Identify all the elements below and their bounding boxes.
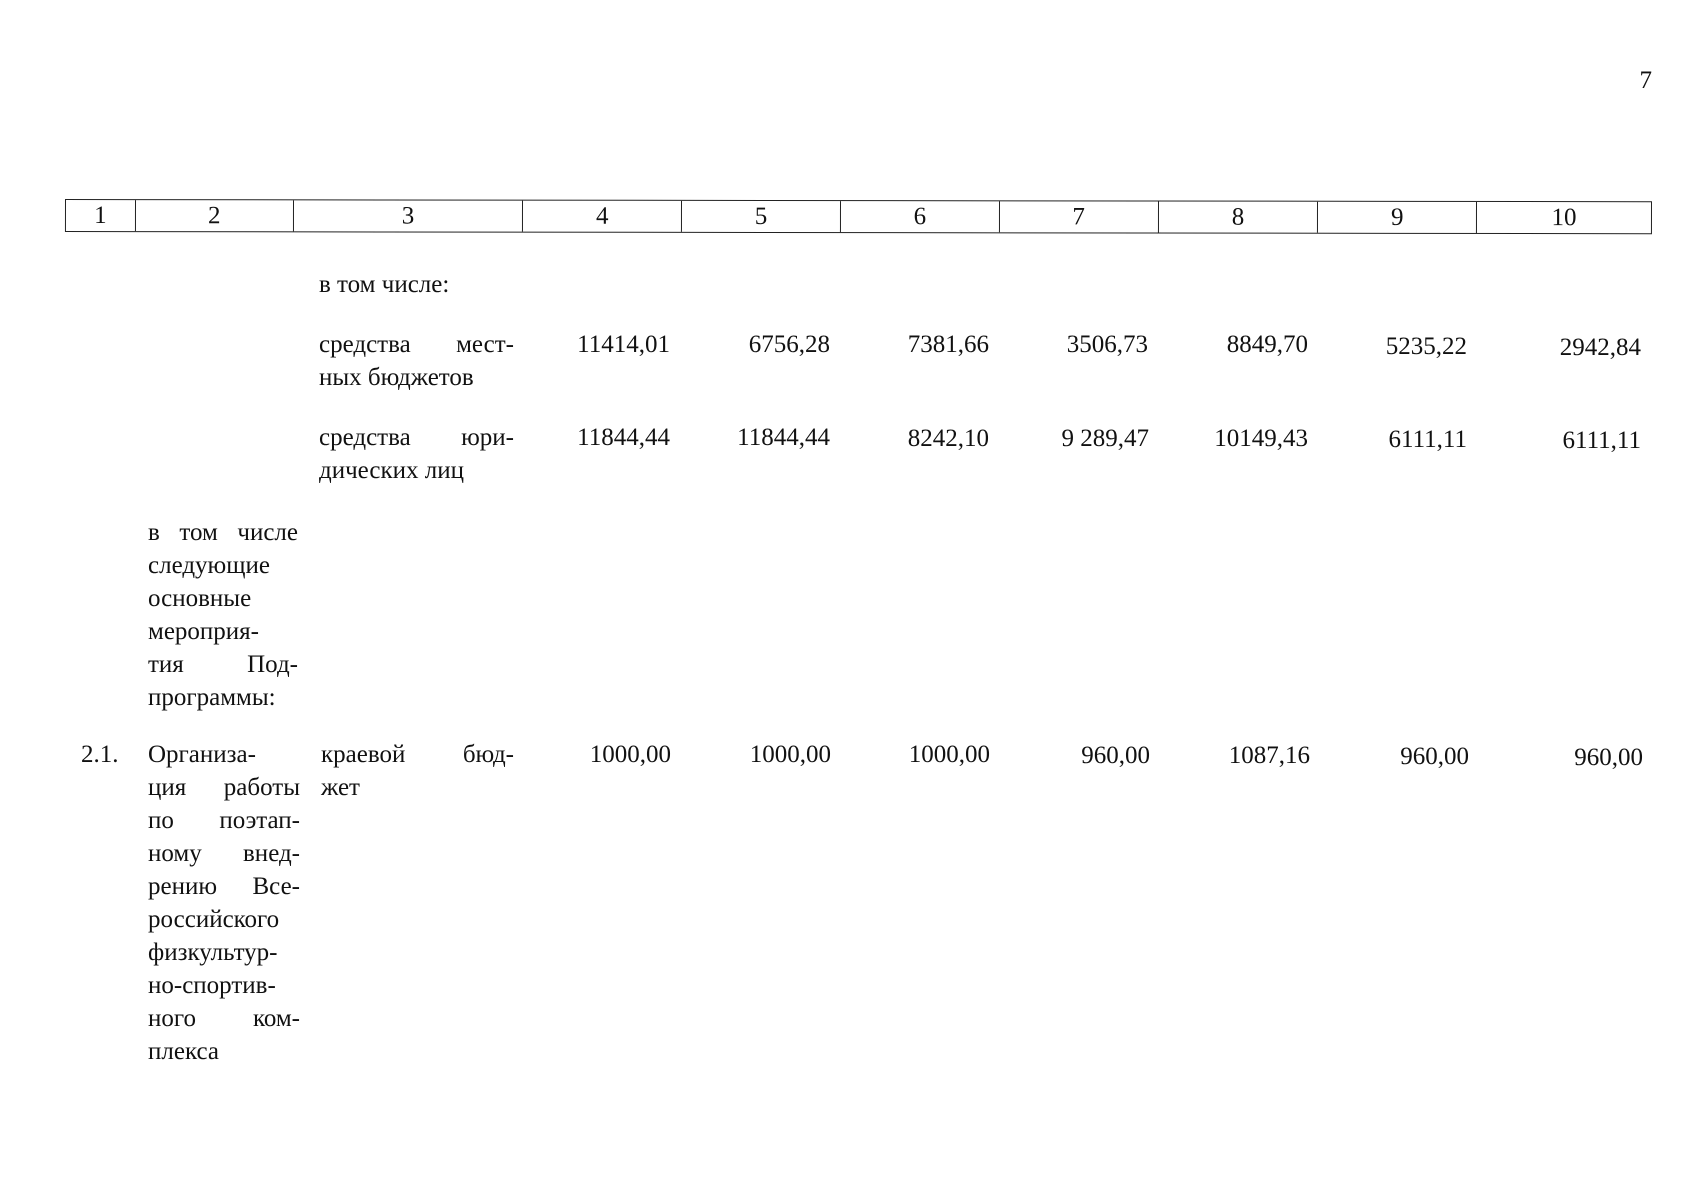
row-1-col-5: 6756,28 [748, 331, 830, 358]
section-label [319, 268, 514, 301]
activity-number: 2.1. [81, 741, 119, 768]
row-1-col-8: 8849,70 [1226, 331, 1308, 358]
row-2-col-8: 10149,43 [1214, 425, 1308, 452]
activity-name-line-2: ция работы [148, 774, 300, 801]
subheading-line-3: основные [148, 585, 252, 612]
row-1-source-line-2: ных бюджетов [319, 364, 474, 391]
activity-col-10: 960,00 [1574, 744, 1643, 771]
subheading-line-4: мероприя- [148, 618, 259, 645]
row-1-source-line-1: средства мест- [319, 331, 514, 358]
row-1-col-6: 7381,66 [907, 331, 989, 358]
activity-col-8: 1087,16 [1228, 742, 1310, 769]
section-label-text: в том числе: [319, 271, 450, 298]
subheading [148, 516, 298, 714]
activity-name-line-1: Организа- [148, 741, 256, 768]
activity-col-6: 1000,00 [908, 741, 990, 768]
activity-source [321, 738, 514, 804]
row-2-source [319, 421, 514, 487]
activity-name-line-5: рению Все- [148, 873, 300, 900]
header-col-10: 10 [1551, 204, 1577, 232]
header-col-2: 2 [136, 200, 294, 231]
row-1-col-9: 5235,22 [1385, 333, 1467, 360]
header-col-5: 5 [682, 201, 841, 232]
activity-col-4: 1000,00 [589, 741, 671, 768]
subheading-line-6: программы: [148, 684, 276, 711]
row-2-col-10: 6111,11 [1562, 427, 1641, 454]
activity-name-line-9: ного ком- [148, 1005, 300, 1032]
header-col-8: 8 [1159, 202, 1319, 233]
row-2-col-6: 8242,10 [907, 425, 989, 452]
row-1-source [319, 328, 514, 394]
activity-name [148, 738, 300, 1068]
row-1-col-7: 3506,73 [1066, 331, 1148, 358]
subheading-line-1: в том числе [148, 519, 298, 546]
row-2-source-line-1: средства юри- [319, 424, 514, 451]
header-col-3: 3 [294, 200, 524, 231]
activity-name-line-6: российского [148, 906, 280, 933]
activity-name-line-7: физкультур- [148, 939, 278, 966]
activity-name-line-4: ному внед- [148, 840, 300, 867]
activity-name-line-3: по поэтап- [148, 807, 300, 834]
activity-source-line-2: жет [321, 774, 360, 801]
header-col-1: 1 [66, 200, 136, 231]
activity-col-5: 1000,00 [749, 741, 831, 768]
table-header-row [65, 199, 1652, 234]
subheading-line-5: тия Под- [148, 651, 298, 678]
row-2-col-9: 6111,11 [1388, 426, 1467, 453]
row-2-col-4: 11844,44 [577, 424, 670, 451]
activity-source-line-1: краевой бюд- [321, 741, 514, 768]
page-number: 7 [1639, 67, 1652, 94]
header-col-9: 9 [1318, 202, 1477, 233]
row-2-col-5: 11844,44 [737, 424, 830, 451]
activity-name-line-10: плекса [148, 1038, 219, 1065]
subheading-line-2: следующие [148, 552, 270, 579]
header-col-7: 7 [1000, 201, 1159, 232]
header-col-4: 4 [523, 201, 682, 232]
activity-col-7: 960,00 [1081, 742, 1150, 769]
row-2-source-line-2: дических лиц [319, 457, 464, 484]
activity-col-9: 960,00 [1400, 743, 1469, 770]
row-2-col-7: 9 289,47 [1061, 425, 1149, 452]
activity-name-line-8: но-спортив- [148, 972, 276, 999]
row-1-col-10: 2942,84 [1559, 334, 1641, 361]
row-1-col-4: 11414,01 [577, 331, 670, 358]
header-col-6: 6 [841, 201, 1000, 232]
